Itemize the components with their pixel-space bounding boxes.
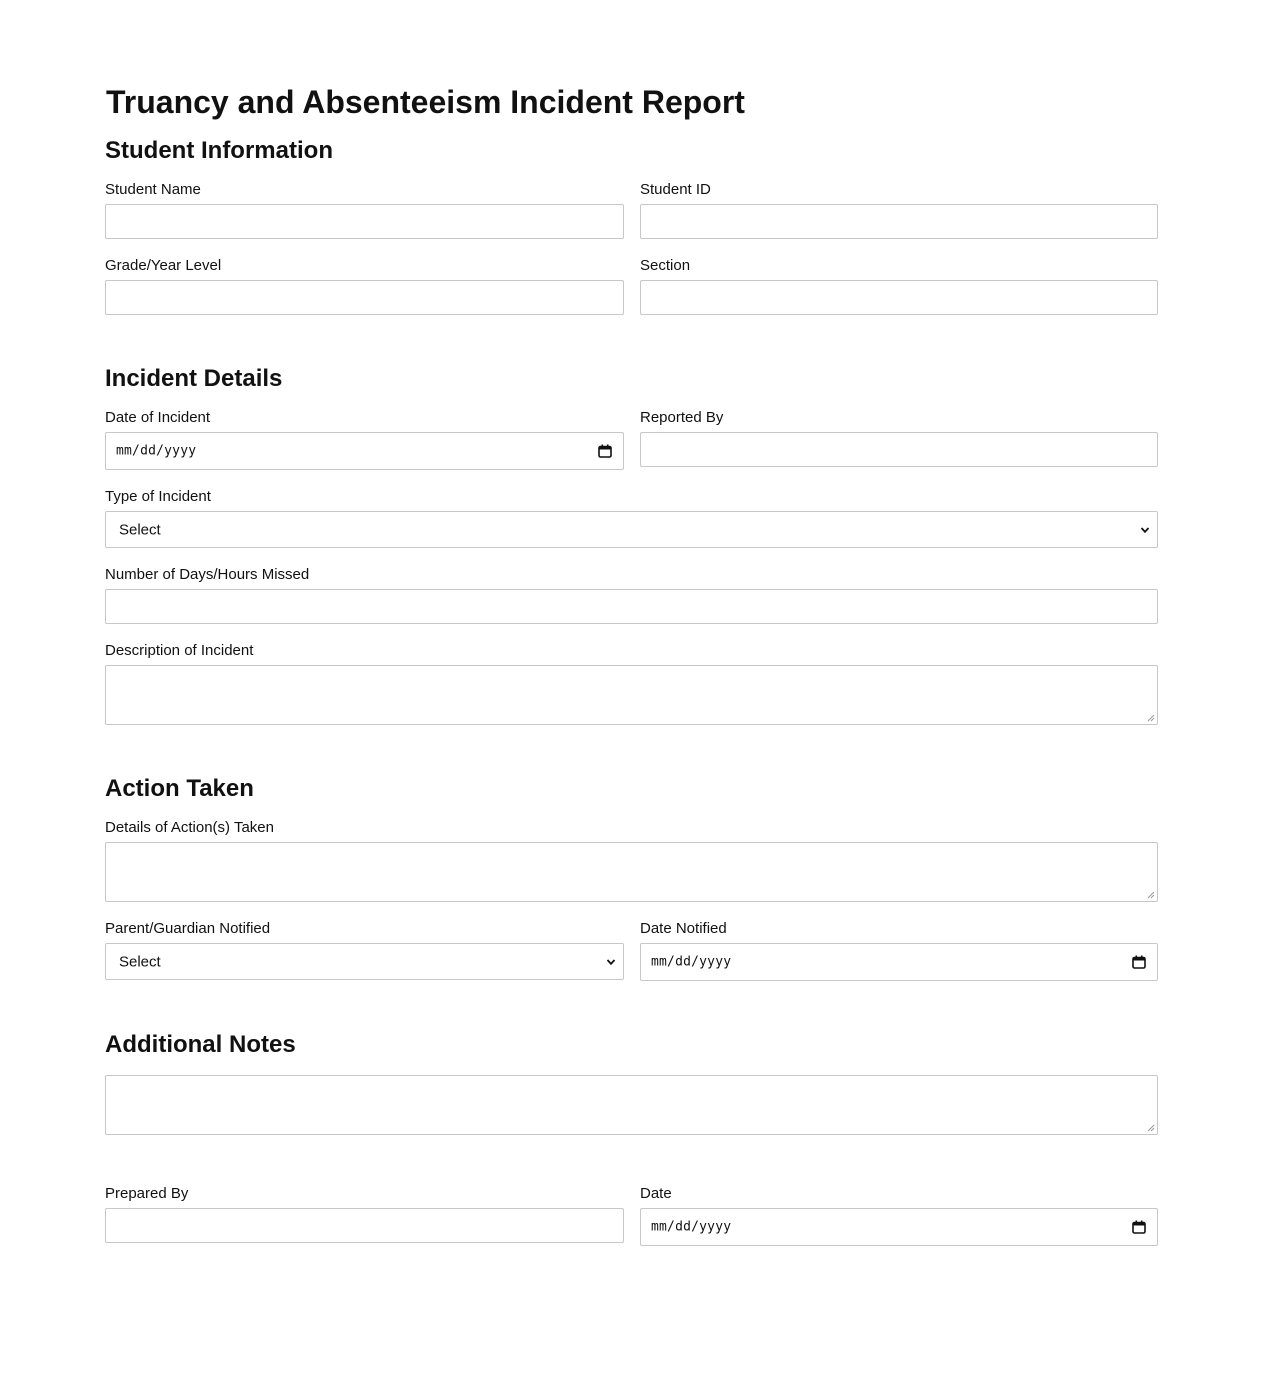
additional-notes-heading: Additional Notes (105, 1031, 296, 1058)
resize-handle-icon[interactable] (1147, 891, 1155, 899)
details-of-actions-label: Details of Action(s) Taken (105, 819, 274, 836)
calendar-icon[interactable] (1132, 955, 1146, 969)
description-of-incident-textarea[interactable] (105, 665, 1158, 725)
prepared-by-input[interactable] (105, 1208, 624, 1243)
reported-by-input[interactable] (640, 432, 1158, 467)
resize-handle-icon[interactable] (1147, 714, 1155, 722)
resize-handle-icon[interactable] (1147, 1124, 1155, 1132)
date-of-incident-label: Date of Incident (105, 409, 211, 426)
section-label: Section (640, 257, 691, 274)
chevron-down-icon (606, 957, 616, 967)
date-placeholder: mm/dd/yyyy (651, 1219, 732, 1235)
reported-by-label: Reported By (640, 409, 724, 426)
date-input[interactable] (640, 1208, 1158, 1246)
prepared-by-label: Prepared By (105, 1185, 189, 1202)
parent-notified-label: Parent/Guardian Notified (105, 920, 271, 937)
days-hours-missed-label: Number of Days/Hours Missed (105, 566, 310, 583)
student-name-label: Student Name (105, 181, 201, 198)
days-hours-missed-input[interactable] (105, 589, 1158, 624)
incident-details-heading: Incident Details (105, 365, 283, 392)
grade-year-level-input[interactable] (105, 280, 624, 315)
grade-year-level-label: Grade/Year Level (105, 257, 222, 274)
calendar-icon[interactable] (598, 444, 612, 458)
student-id-input[interactable] (640, 204, 1158, 239)
date-label: Date (640, 1185, 672, 1202)
section-input[interactable] (640, 280, 1158, 315)
details-of-actions-textarea[interactable] (105, 842, 1158, 902)
description-of-incident-label: Description of Incident (105, 642, 254, 659)
student-information-heading: Student Information (105, 137, 333, 164)
date-notified-input[interactable] (640, 943, 1158, 981)
parent-notified-selected: Select (119, 953, 161, 970)
date-of-incident-input[interactable] (105, 432, 624, 470)
chevron-down-icon (1140, 525, 1150, 535)
student-id-label: Student ID (640, 181, 711, 198)
student-name-input[interactable] (105, 204, 624, 239)
type-of-incident-label: Type of Incident (105, 488, 211, 505)
date-of-incident-placeholder: mm/dd/yyyy (116, 443, 197, 459)
page-title: Truancy and Absenteeism Incident Report (106, 84, 745, 120)
calendar-icon[interactable] (1132, 1220, 1146, 1234)
type-of-incident-selected: Select (119, 521, 161, 538)
date-notified-placeholder: mm/dd/yyyy (651, 954, 732, 970)
action-taken-heading: Action Taken (105, 775, 254, 802)
additional-notes-textarea[interactable] (105, 1075, 1158, 1135)
type-of-incident-select[interactable] (105, 511, 1158, 548)
date-notified-label: Date Notified (640, 920, 727, 937)
parent-notified-select[interactable] (105, 943, 624, 980)
